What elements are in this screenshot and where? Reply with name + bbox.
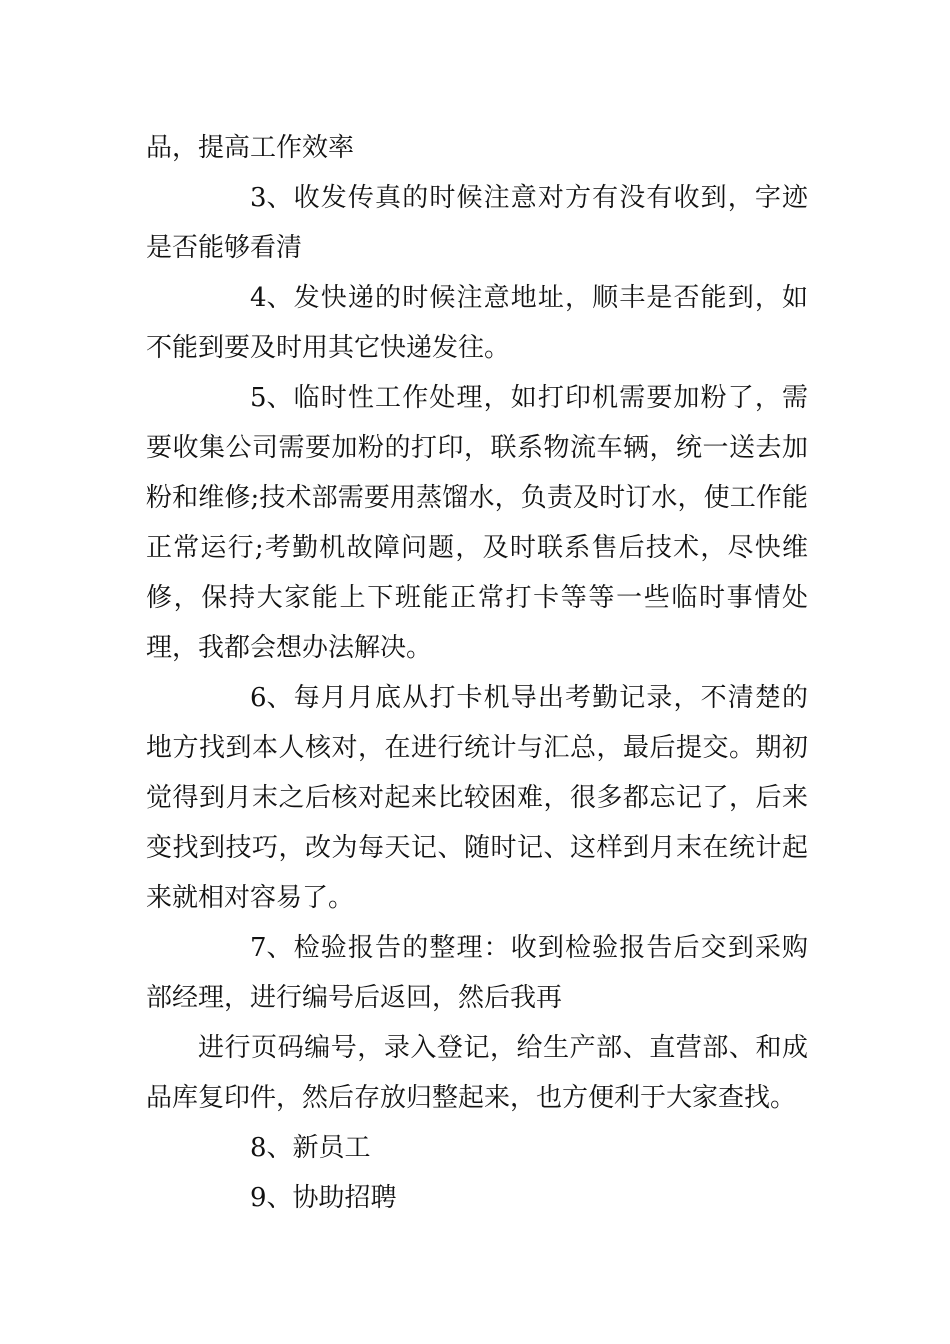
paragraph-5 bbox=[146, 373, 808, 673]
item-number: 4、 bbox=[250, 283, 293, 313]
paragraph-text: 收发传真的时候注意对方有没有收到，字迹是否能够看清 bbox=[146, 183, 808, 263]
item-number: 3、 bbox=[250, 183, 293, 213]
paragraph-7 bbox=[146, 923, 808, 1023]
paragraph-text: 协助招聘 bbox=[292, 1183, 397, 1213]
paragraph-0 bbox=[146, 123, 808, 173]
paragraph-text: 临时性工作处理，如打印机需要加粉了，需要收集公司需要加粉的打印，联系物流车辆，统一送去加粉和维修;技术部需要用蒸馏水，负责及时订水，使工作能正常运行;考勤机故障问题，及时联系售后技术，尽快维修，保持大家能上下班能正常打卡等等一些临时事情处理，我都会想办法解决。 bbox=[146, 383, 808, 663]
paragraph-6 bbox=[146, 673, 808, 923]
paragraph-9 bbox=[146, 1173, 808, 1223]
item-number: 9、 bbox=[250, 1183, 293, 1213]
paragraph-8 bbox=[146, 1123, 808, 1173]
paragraph-text: 新员工 bbox=[292, 1133, 371, 1163]
item-number: 8、 bbox=[250, 1133, 293, 1163]
paragraph-text: 品，提高工作效率 bbox=[146, 133, 355, 163]
document-body bbox=[146, 123, 808, 1223]
item-number: 5、 bbox=[250, 383, 293, 413]
paragraph-7-continued bbox=[146, 1023, 808, 1123]
item-number: 7、 bbox=[250, 933, 293, 963]
paragraph-text: 发快递的时候注意地址，顺丰是否能到，如不能到要及时用其它快递发往。 bbox=[146, 283, 808, 363]
paragraph-4 bbox=[146, 273, 808, 373]
paragraph-3 bbox=[146, 173, 808, 273]
paragraph-text: 每月月底从打卡机导出考勤记录，不清楚的地方找到本人核对，在进行统计与汇总，最后提交。期初觉得到月末之后核对起来比较困难，很多都忘记了，后来变找到技巧，改为每天记、随时记、这样到月末在统计起来就相对容易了。 bbox=[146, 683, 808, 913]
paragraph-text: 检验报告的整理：收到检验报告后交到采购部经理，进行编号后返回，然后我再 bbox=[146, 933, 808, 1013]
paragraph-text: 进行页码编号，录入登记，给生产部、直营部、和成品库复印件，然后存放归整起来，也方便利于大家查找。 bbox=[146, 1033, 808, 1113]
item-number: 6、 bbox=[250, 683, 293, 713]
